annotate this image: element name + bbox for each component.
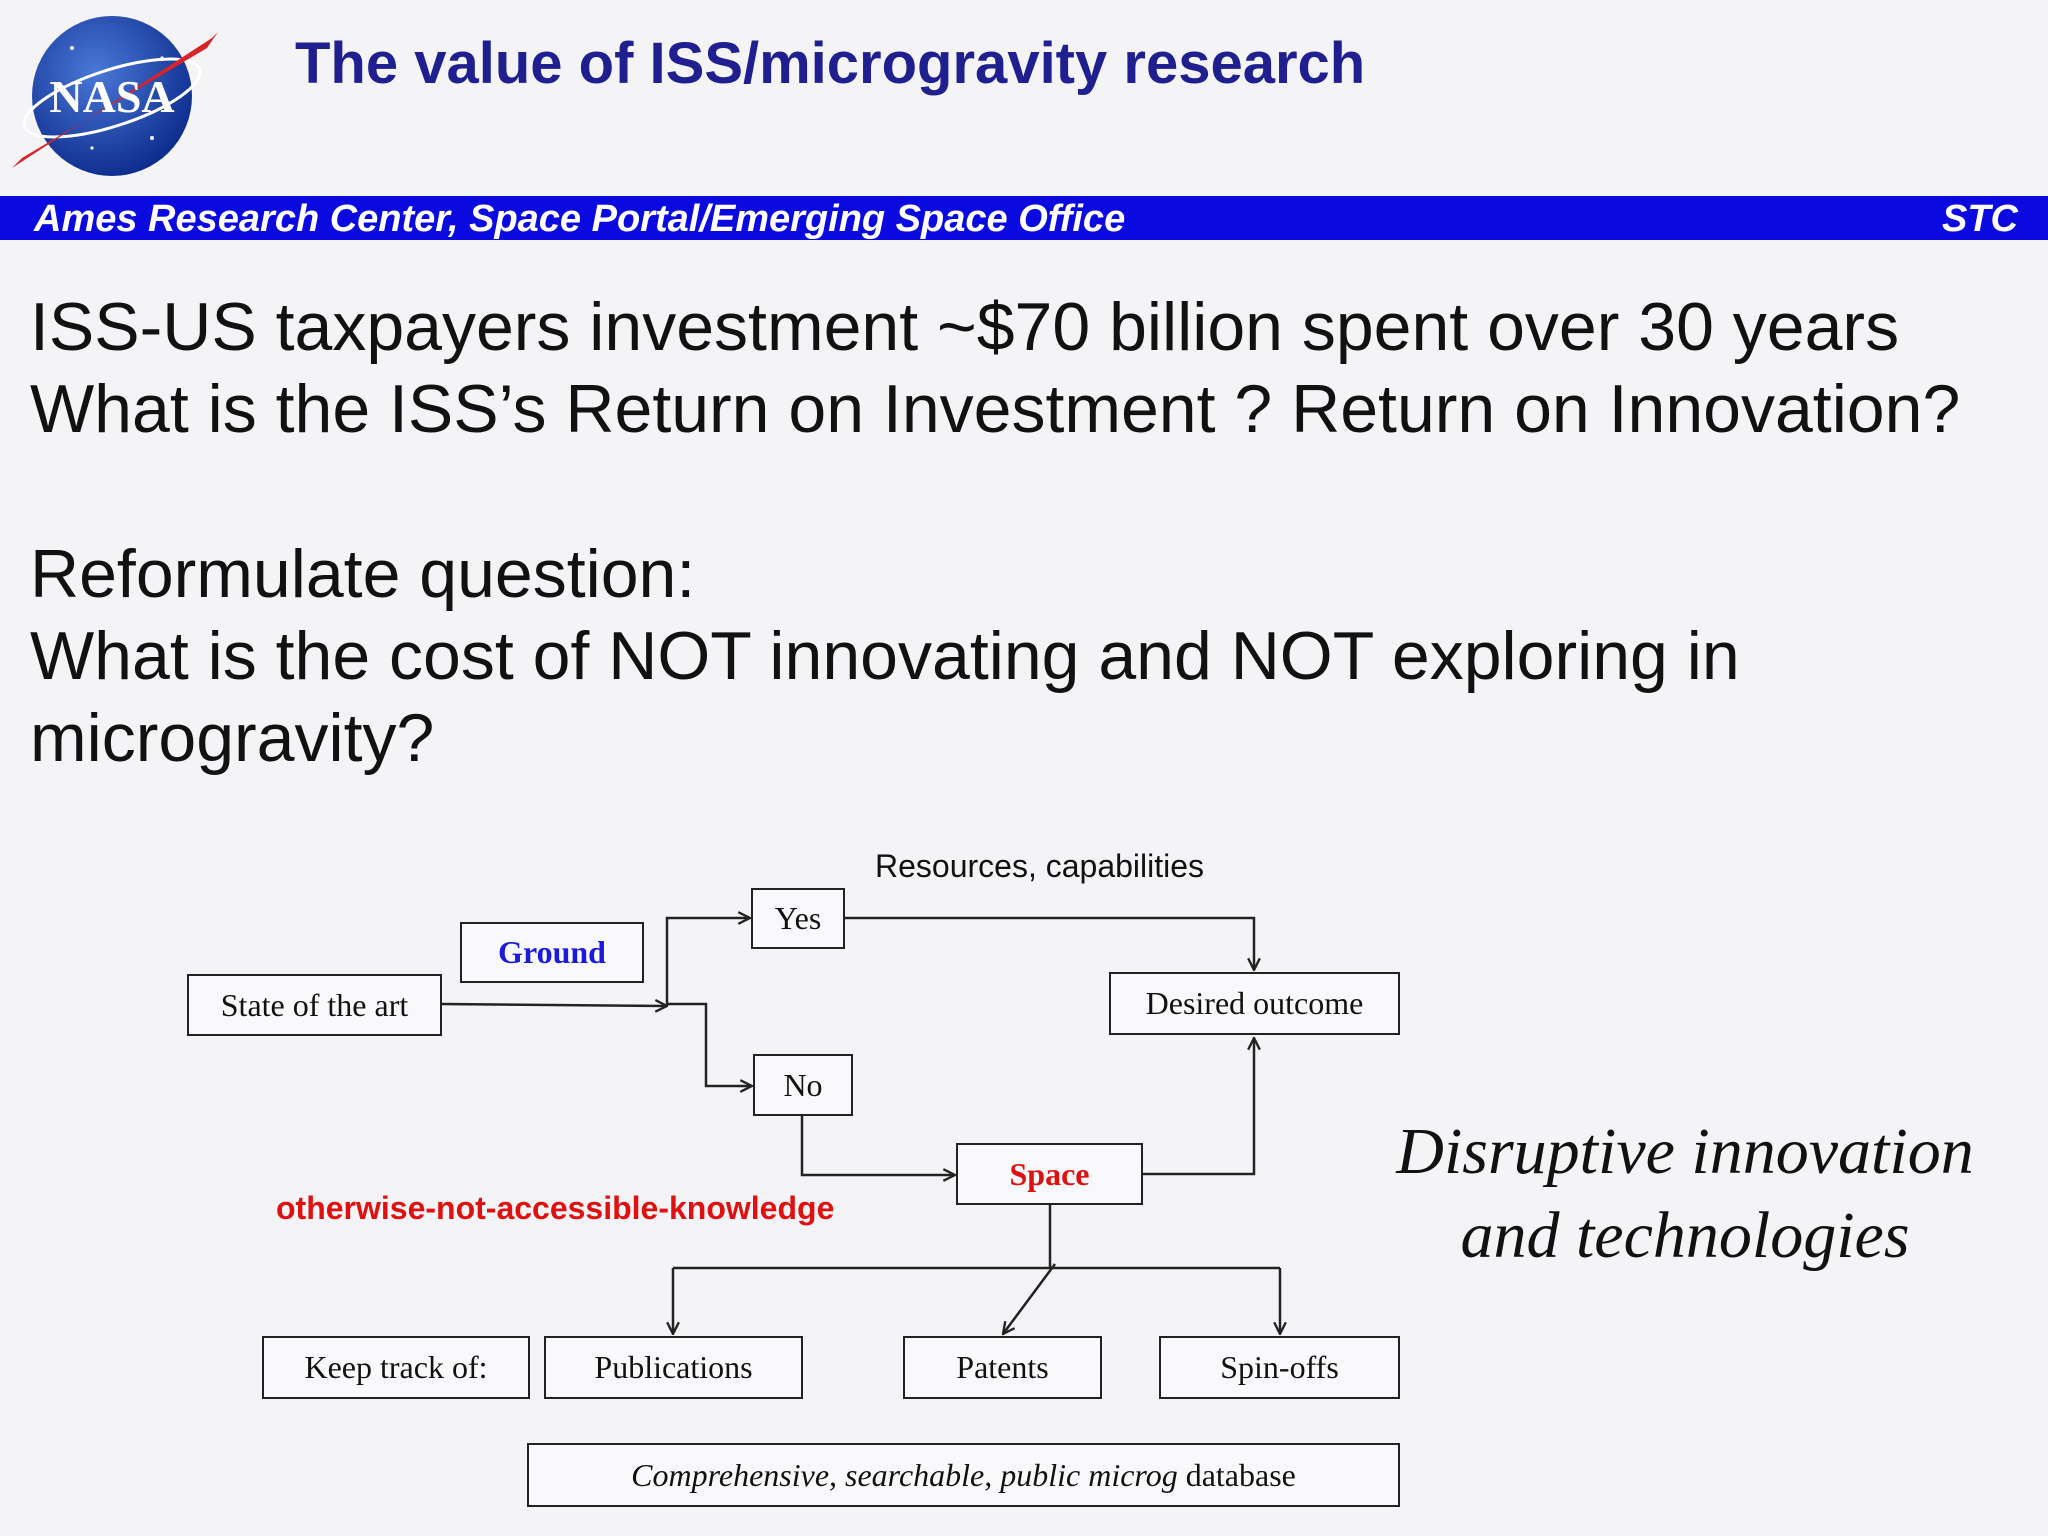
yes-label: Yes [774,900,822,936]
patents-label: Patents [956,1349,1049,1385]
body-line-reformulate: Reformulate question: [30,536,696,612]
resources-label: Resources, capabilities [875,848,1205,884]
database-label-plain: database [1177,1456,1296,1493]
database-box [527,1443,1400,1507]
spinoffs-label: Spin-offs [1220,1349,1339,1385]
no-label: No [783,1066,823,1103]
knowledge-label: otherwise-not-accessible-knowledge [276,1190,835,1226]
callout-line-2: and technologies [1460,1199,1910,1272]
publications-box [544,1336,803,1399]
disruptive-innovation-callout [1365,1110,2005,1278]
yes-box [751,888,845,949]
keep-track-box [262,1336,530,1399]
organization-label: Ames Research Center, Space Portal/Emerging Space Office [34,198,1126,240]
body-line-cost-question: What is the cost of NOT innovating and NOT exploring in [30,618,1740,694]
slide-title: The value of ISS/microgravity research [295,31,1366,96]
desired-outcome-label: Desired outcome [1145,985,1364,1021]
no-box [753,1054,853,1116]
keep-track-label: Keep track of: [304,1349,488,1385]
space-label: Space [1009,1155,1090,1192]
ground-label: Ground [498,934,606,970]
svg-text:NASA: NASA [49,71,175,122]
desired-outcome-box [1109,972,1400,1035]
state-of-art-label: State of the art [220,986,409,1023]
spinoffs-box [1159,1336,1400,1399]
body-line-investment: ISS-US taxpayers investment ~$70 billion spent over 30 years [30,289,1900,365]
space-box [956,1143,1143,1205]
callout-line-1: Disruptive innovation [1396,1115,1974,1188]
stc-label: STC [1942,198,2018,240]
patents-box [903,1336,1102,1399]
ground-box [460,922,644,983]
publications-label: Publications [594,1349,753,1385]
database-label-italic: Comprehensive, searchable, public microg [631,1456,1178,1493]
body-line-roi: What is the ISS’s Return on Investment ? Return on Innovation? [30,371,1961,447]
body-line-microgravity: microgravity? [30,700,435,776]
state-of-art-box [187,974,442,1036]
